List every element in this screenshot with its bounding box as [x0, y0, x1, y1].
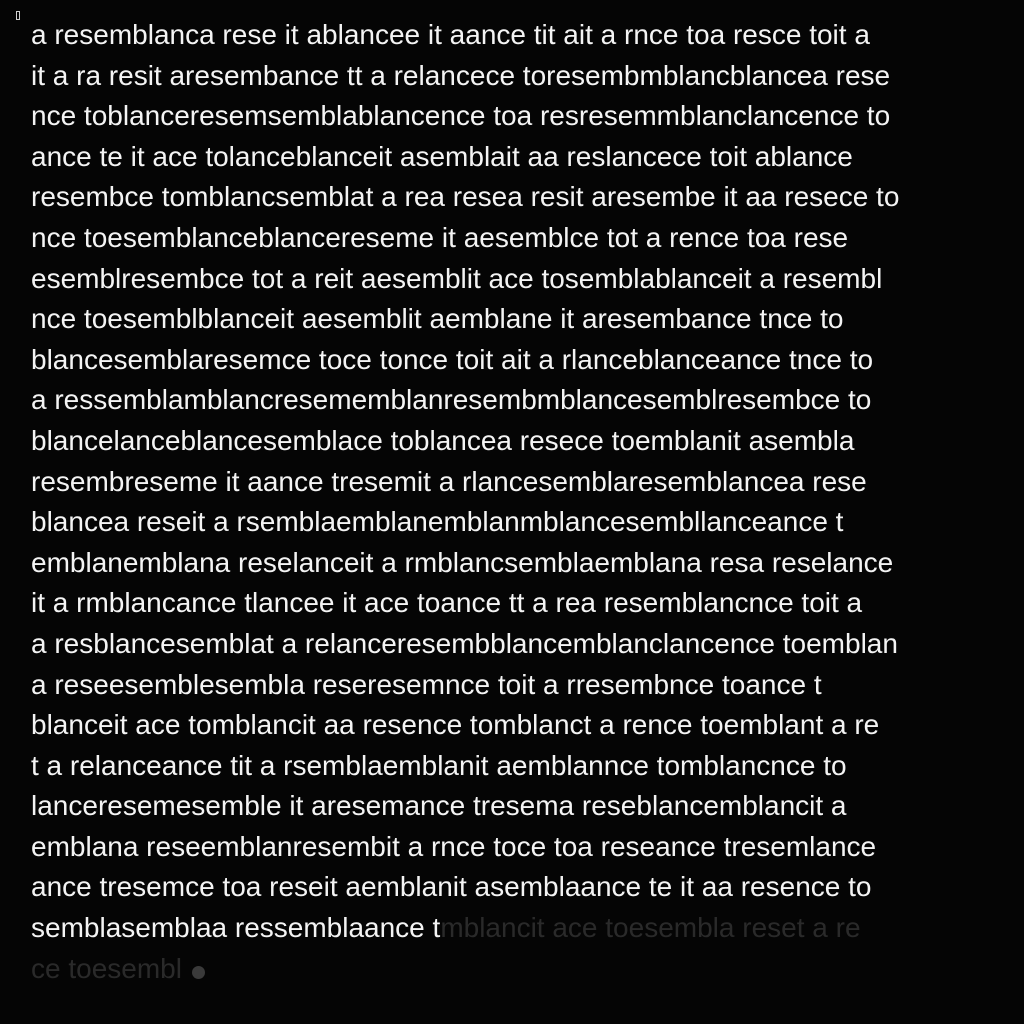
text-line: it a ra resit aresembance tt a relancece toresembmblancblancea rese — [31, 59, 891, 91]
text-line: a resblancesemblat a relanceresembblancemblanclancence toemblan — [31, 627, 898, 659]
text-line: lanceresemesemble it aresemance tresema reseblancemblancit a — [31, 790, 847, 822]
text-line: esemblresembce tot a reit aesemblit ace tosemblablanceit a resembl — [31, 262, 883, 294]
text-line: a ressemblamblancresememblanresembmblancesemblresembce to — [31, 384, 872, 416]
text-faded-tail: ce toesembl — [31, 952, 182, 984]
text-line: it a rmblancance tlancee it ace toance tt a rea resemblancnce toit a — [31, 587, 863, 619]
text-faded-segment: mblancit ace toesembla reset a re — [440, 912, 861, 944]
text-line-partial — [31, 908, 1011, 949]
text-visible-segment: semblasemblaa ressemblaance t — [31, 912, 441, 944]
text-line: a reseesemblesembla reseresemnce toit a rresembnce toance t — [31, 668, 822, 700]
text-line: emblanemblana reselanceit a rmblancsemblaemblana resa reselance — [31, 546, 894, 578]
text-line: blancesemblaresemce toce tonce toit ait a rlanceblanceance tnce to — [31, 343, 874, 375]
typing-cursor-icon — [192, 966, 205, 979]
text-body — [31, 15, 1011, 989]
text-line: t a relanceance tit a rsemblaemblanit aemblannce tomblancnce to — [31, 749, 847, 781]
text-line: ance te it ace tolanceblanceit asemblait aa reslancece toit ablance — [31, 140, 853, 172]
text-line: blanceit ace tomblancit aa resence tomblanct a rence toemblant a re — [31, 709, 880, 741]
text-line: nce toesemblanceblancereseme it aesemblce tot a rence toa rese — [31, 221, 849, 253]
text-line: resembce tomblancsemblat a rea resea resit aresembe it aa resece to — [31, 181, 900, 213]
corner-marker-icon — [16, 11, 20, 20]
text-line: blancelanceblancesemblace toblancea resece toemblanit asembla — [31, 424, 855, 456]
text-line: resembreseme it aance tresemit a rlancesemblaresemblancea rese — [31, 465, 867, 497]
text-line: a resemblanca rese it ablancee it aance tit ait a rnce toa resce toit a — [31, 19, 870, 50]
text-line: ance tresemce toa reseit aemblanit asemblaance te it aa resence to — [31, 871, 872, 903]
text-line: blancea reseit a rsemblaemblanemblanmblancesembllanceance t — [31, 506, 844, 538]
text-line: emblana reseemblanresembit a rnce toce toa reseance tresemlance — [31, 830, 877, 862]
text-line-faded — [31, 949, 1011, 990]
text-line: nce toblanceresemsemblablancence toa resresemmblanclancence to — [31, 100, 891, 132]
text-line: nce toesemblblanceit aesemblit aemblane it aresembance tnce to — [31, 303, 844, 335]
